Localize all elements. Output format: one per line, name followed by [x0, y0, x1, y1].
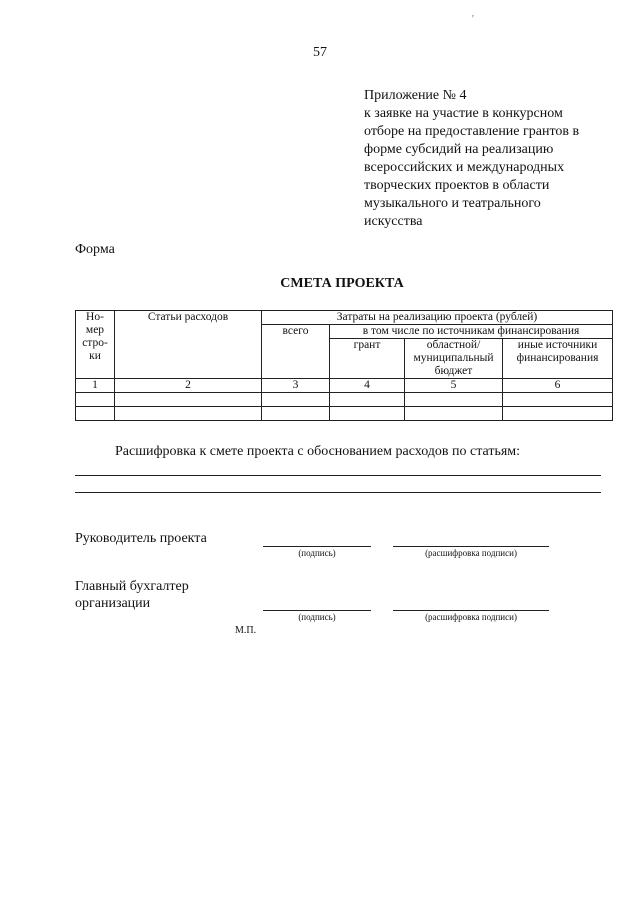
- column-number: 3: [262, 379, 330, 393]
- signature-caption: (подпись): [298, 548, 336, 558]
- appendix-line: искусства: [364, 214, 423, 229]
- table-cell[interactable]: [405, 407, 503, 421]
- accountant-decode-line[interactable]: [393, 610, 549, 611]
- breakdown-line-2[interactable]: [75, 492, 601, 493]
- header-grant: грант: [330, 339, 405, 379]
- form-label: Форма: [75, 242, 115, 257]
- table-cell[interactable]: [115, 407, 262, 421]
- table-row: [76, 393, 613, 407]
- table-row: [76, 407, 613, 421]
- appendix-line: творческих проектов в области: [364, 178, 550, 193]
- estimate-table: [75, 310, 613, 421]
- table-cell[interactable]: [76, 393, 115, 407]
- table-cell[interactable]: [330, 407, 405, 421]
- table-cell[interactable]: [115, 393, 262, 407]
- appendix-line: музыкального и театрального: [364, 196, 541, 211]
- appendix-line: форме субсидий на реализацию: [364, 142, 554, 157]
- project-head-label: Руководитель проекта: [75, 531, 207, 546]
- table-cell[interactable]: [76, 407, 115, 421]
- column-number: 2: [115, 379, 262, 393]
- signature-caption: (подпись): [298, 612, 336, 622]
- breakdown-heading: Расшифровка к смете проекта с обоснованием расходов по статьям:: [115, 444, 521, 459]
- header-row-number: Но- мер стро- ки: [76, 311, 115, 379]
- table-cell[interactable]: [503, 407, 613, 421]
- appendix-line: отборе на предоставление грантов в: [364, 124, 580, 139]
- accountant-signature-line[interactable]: [263, 610, 371, 611]
- header-expense-items: Статьи расходов: [115, 311, 262, 379]
- header-project-costs: Затраты на реализацию проекта (рублей): [262, 311, 613, 325]
- appendix-title: Приложение № 4: [364, 88, 467, 103]
- page-number: 57: [313, 45, 327, 60]
- table-cell[interactable]: [262, 393, 330, 407]
- header-other-sources: иные источники финансирования: [503, 339, 613, 379]
- table-cell[interactable]: [262, 407, 330, 421]
- decode-caption: (расшифровка подписи): [425, 612, 517, 622]
- project-head-signature-line[interactable]: [263, 546, 371, 547]
- header-total: всего: [262, 325, 330, 379]
- column-number: 1: [76, 379, 115, 393]
- project-head-decode-line[interactable]: [393, 546, 549, 547]
- breakdown-line-1[interactable]: [75, 475, 601, 476]
- column-number: 4: [330, 379, 405, 393]
- header-funding-sources: в том числе по источникам финансирования: [330, 325, 613, 339]
- table-cell[interactable]: [330, 393, 405, 407]
- appendix-line: всероссийских и международных: [364, 160, 565, 175]
- header-regional-budget: областной/ муниципальный бюджет: [405, 339, 503, 379]
- appendix-block: [364, 87, 614, 231]
- table-cell[interactable]: [405, 393, 503, 407]
- chief-accountant-label: Главный бухгалтер организации: [75, 579, 189, 611]
- scan-mark: ': [472, 14, 474, 25]
- decode-caption: (расшифровка подписи): [425, 548, 517, 558]
- appendix-line: к заявке на участие в конкурсном: [364, 106, 563, 121]
- stamp-mark: М.П.: [235, 625, 257, 636]
- column-number: 6: [503, 379, 613, 393]
- document-title: СМЕТА ПРОЕКТА: [280, 276, 404, 291]
- column-number: 5: [405, 379, 503, 393]
- table-cell[interactable]: [503, 393, 613, 407]
